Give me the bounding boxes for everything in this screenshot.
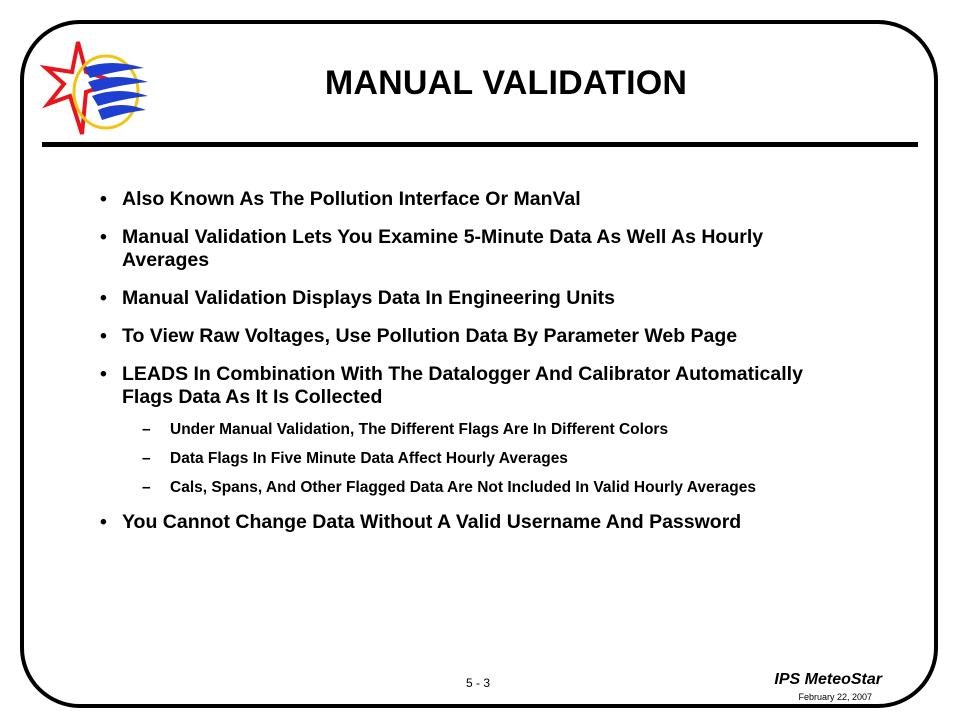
bullet-marker: • <box>100 226 107 248</box>
bullet-text: Manual Validation Lets You Examine 5-Minute Data As Well As Hourly Averages <box>122 226 764 271</box>
sub-bullet-item <box>142 450 840 467</box>
title-underline <box>42 142 918 147</box>
sub-bullet-list <box>122 421 840 496</box>
sub-bullet-item <box>142 479 840 496</box>
footer-date: February 22, 2007 <box>798 692 872 702</box>
bullet-item <box>100 363 840 496</box>
bullet-text: LEADS In Combination With The Datalogger And Calibrator Automatically Flags Data As It Is Collected <box>122 363 803 408</box>
bullet-item <box>100 226 840 272</box>
bullet-content <box>100 188 840 549</box>
bullet-marker: • <box>100 287 107 309</box>
bullet-item <box>100 325 840 348</box>
bullet-text: You Cannot Change Data Without A Valid Username And Password <box>122 511 742 533</box>
dash-marker: – <box>142 421 151 438</box>
bullet-marker: • <box>100 511 107 533</box>
bullet-text: Also Known As The Pollution Interface Or ManVal <box>122 188 581 210</box>
sub-bullet-text: Under Manual Validation, The Different Flags Are In Different Colors <box>170 421 669 438</box>
sub-bullet-text: Data Flags In Five Minute Data Affect Hourly Averages <box>170 450 568 467</box>
page-number: 5 - 3 <box>466 676 491 690</box>
bullet-list <box>100 188 840 534</box>
bullet-text: To View Raw Voltages, Use Pollution Data By Parameter Web Page <box>122 325 738 347</box>
bullet-item <box>100 188 840 211</box>
sub-bullet-item <box>142 421 840 438</box>
bullet-marker: • <box>100 363 107 385</box>
bullet-item <box>100 287 840 310</box>
sub-bullet-text: Cals, Spans, And Other Flagged Data Are Not Included In Valid Hourly Averages <box>170 479 756 496</box>
dash-marker: – <box>142 479 151 496</box>
star-globe-logo-icon <box>40 38 160 138</box>
bullet-marker: • <box>100 188 107 210</box>
bullet-text: Manual Validation Displays Data In Engineering Units <box>122 287 616 309</box>
slide-title: MANUAL VALIDATION <box>324 64 688 102</box>
dash-marker: – <box>142 450 151 467</box>
bullet-item <box>100 511 840 534</box>
logo-swoosh-3 <box>92 91 148 106</box>
footer-brand: IPS MeteoStar <box>774 671 882 688</box>
bullet-marker: • <box>100 325 107 347</box>
logo-swoosh-4 <box>98 105 146 120</box>
